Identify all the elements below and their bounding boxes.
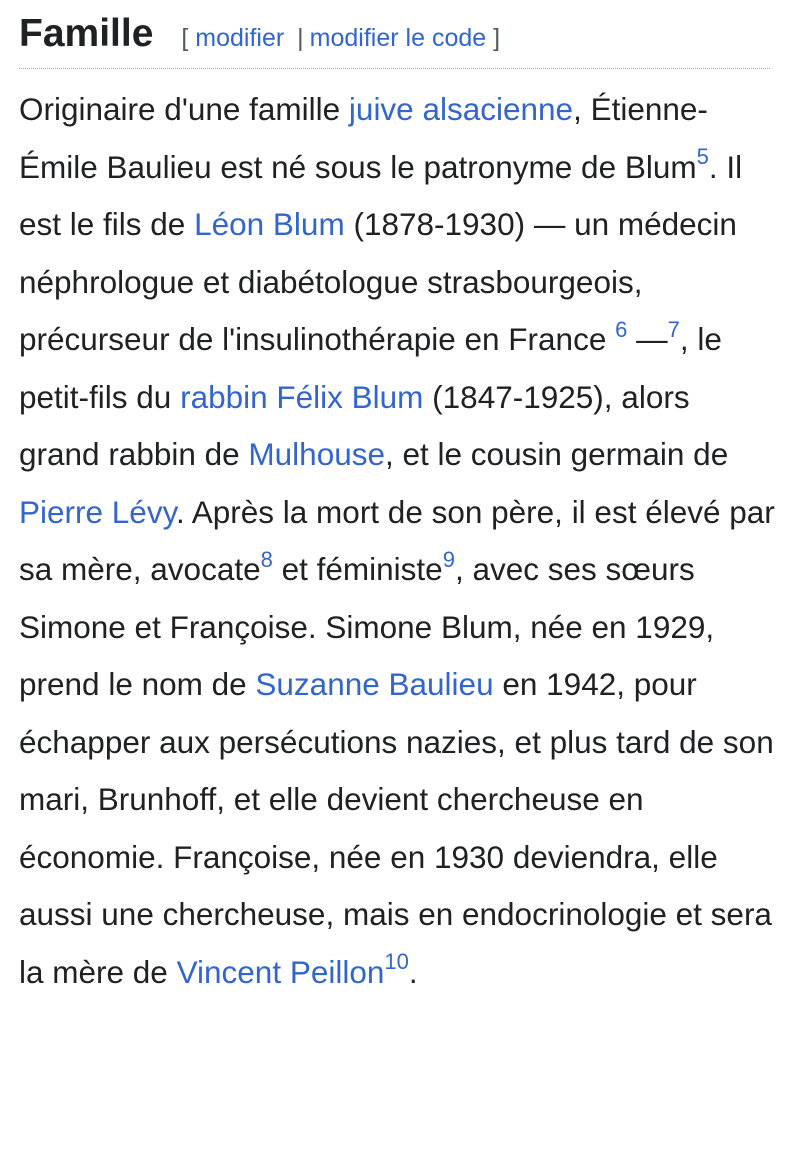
ref-6-link[interactable]: 6 <box>615 316 628 342</box>
text-run: , et le cousin germain de <box>385 436 729 472</box>
ref-6 <box>615 317 627 342</box>
link-pierre-levy[interactable]: Pierre Lévy <box>19 493 176 530</box>
text-run: . <box>408 953 418 990</box>
link-mulhouse[interactable]: Mulhouse <box>248 436 386 472</box>
ref-9 <box>443 547 455 572</box>
section-title: Famille <box>19 12 154 55</box>
text-run: , Étienne-Émile Baulieu est né sous le patronyme de Blum <box>19 91 708 185</box>
ref-8-link[interactable]: 8 <box>260 546 273 572</box>
famille-paragraph <box>19 81 775 1001</box>
edit-separator: | <box>297 24 304 52</box>
section-heading <box>19 12 770 69</box>
text-run: . Après la mort de son père, il est élevé par sa mère, avocate <box>19 493 775 587</box>
ref-7 <box>668 317 680 342</box>
text-run: (1847-1925), alors grand rabbin de <box>19 378 690 472</box>
link-juive-alsacienne[interactable]: juive alsacienne <box>348 91 574 127</box>
edit-close-bracket: ] <box>493 24 501 52</box>
ref-5-link[interactable]: 5 <box>696 144 709 169</box>
link-suzanne-baulieu[interactable]: Suzanne Baulieu <box>255 666 494 702</box>
ref-8 <box>261 547 273 572</box>
text-run: — <box>627 321 668 357</box>
edit-links <box>181 23 500 53</box>
text-run: et féministe <box>272 551 443 587</box>
link-vincent-peillon[interactable]: Vincent Peillon <box>176 953 385 990</box>
ref-9-link[interactable]: 9 <box>442 546 455 572</box>
text-run: Originaire d'une famille <box>19 91 349 127</box>
ref-5 <box>697 144 709 169</box>
text-run: , avec ses sœurs Simone et Françoise. Simone Blum, née en 1929, prend le nom de <box>19 551 715 702</box>
ref-7-link[interactable]: 7 <box>667 316 680 342</box>
ref-10 <box>384 949 408 974</box>
text-run: . Il est le fils de <box>19 148 743 242</box>
text-run: (1878-1930) — un médecin néphrologue et diabétologue strasbourgeois, précurseur de l'insulinothérapie en France <box>19 206 737 357</box>
text-run: en 1942, pour échapper aux persécutions nazies, et plus tard de son mari, Brunhoff, et elle devient chercheuse en économie. Françoise, née en 1930 deviendra, elle aussi une chercheuse, mais en endocrinologie et sera la mère de <box>19 666 774 990</box>
edit-code-link[interactable]: modifier le code <box>309 24 487 52</box>
ref-10-link[interactable]: 10 <box>384 949 409 974</box>
link-leon-blum[interactable]: Léon Blum <box>194 206 345 242</box>
text-run: , le petit-fils du <box>19 321 722 415</box>
edit-open-bracket: [ <box>181 24 189 52</box>
link-rabbin-felix-blum[interactable]: rabbin Félix Blum <box>180 378 424 415</box>
edit-section-link[interactable]: modifier <box>195 24 285 52</box>
